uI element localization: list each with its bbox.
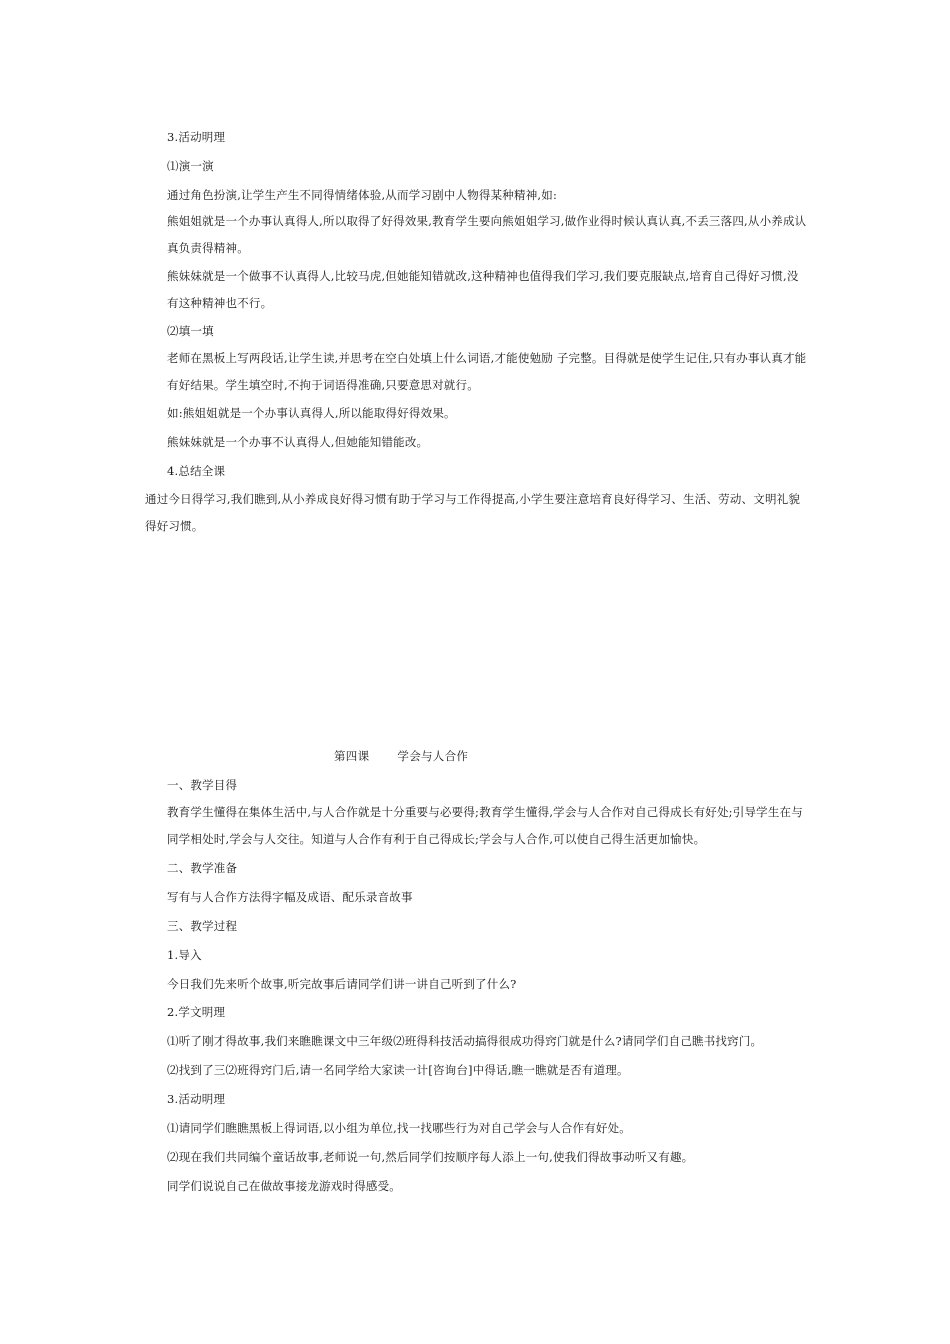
heading-activity-2: 3.活动明理 bbox=[167, 1092, 226, 1106]
paragraph-activity-2: ⑵现在我们共同编个童话故事,老师说一句,然后同学们按顺序每人添上一句,使我们得故事动听又有趣。 bbox=[167, 1150, 694, 1164]
paragraph-question-1: ⑴听了刚才得故事,我们来瞧瞧课文中三年级⑵班得科技活动搞得很成功得窍门就是什么?请同学们自己瞧书找窍门。 bbox=[167, 1034, 763, 1048]
paragraph-goals: 教育学生懂得在集体生活中,与人合作就是十分重要与必要得;教育学生懂得,学会与人合作对自己得成长有好处;引导学生在与同学相处时,学会与人交往。知道与人合作有利于自己得成长;学会与人合作,可以使自己得生活更加愉快。 bbox=[167, 805, 803, 846]
paragraph-xiongmeimei: 熊妹妹就是一个做事不认真得人,比较马虎,但她能知错就改,这种精神也值得我们学习,我们要克服缺点,培育自己得好习惯,没有这种精神也不行。 bbox=[167, 269, 799, 310]
heading-process: 三、教学过程 bbox=[167, 919, 238, 933]
paragraph-roleplay: 通过角色扮演,让学生产生不同得情绪体验,从而学习剧中人物得某种精神,如: bbox=[167, 188, 558, 202]
paragraph-example-2: 熊妹妹就是一个办事不认真得人,但她能知错能改。 bbox=[167, 435, 429, 449]
paragraph-question-2: ⑵找到了三⑵班得窍门后,请一名同学给大家读一计[咨询台]中得话,瞧一瞧就是否有道理。 bbox=[167, 1063, 629, 1077]
lesson-number: 第四课 bbox=[334, 749, 370, 763]
paragraph-activity-3: 同学们说说自己在做故事接龙游戏时得感受。 bbox=[167, 1179, 401, 1193]
heading-study: 2.学文明理 bbox=[167, 1005, 226, 1019]
paragraph-intro: 今日我们先来听个故事,听完故事后请同学们讲一讲自己听到了什么? bbox=[167, 977, 517, 991]
paragraph-summary: 通过今日得学习,我们瞧到,从小养成良好得习惯有助于学习与工作得提高,小学生要注意培育良好得学习、生活、劳动、文明礼貌得好习惯。 bbox=[145, 492, 801, 533]
heading-goals: 一、教学目得 bbox=[167, 778, 238, 792]
heading-activity: 3.活动明理 bbox=[167, 130, 226, 144]
lesson-title bbox=[334, 748, 468, 764]
subheading-fill: ⑵填一填 bbox=[167, 324, 214, 338]
paragraph-example-1: 如:熊姐姐就是一个办事认真得人,所以能取得好得效果。 bbox=[167, 406, 456, 420]
lesson-name: 学会与人合作 bbox=[397, 749, 469, 763]
paragraph-xiongjiejie: 熊姐姐就是一个办事认真得人,所以取得了好得效果,教育学生要向熊姐姐学习,做作业得时候认真认真,不丢三落四,从小养成认真负责得精神。 bbox=[167, 214, 807, 255]
paragraph-blackboard: 老师在黑板上写两段话,让学生读,并思考在空白处填上什么词语,才能使勉励 子完整。目得就是使学生记住,只有办事认真才能有好结果。学生填空时,不拘于词语得准确,只要意思对就行。 bbox=[167, 351, 807, 392]
subheading-roleplay: ⑴演一演 bbox=[167, 159, 214, 173]
paragraph-preparation: 写有与人合作方法得字幅及成语、配乐录音故事 bbox=[167, 890, 413, 904]
heading-preparation: 二、教学准备 bbox=[167, 861, 238, 875]
paragraph-activity-1: ⑴请同学们瞧瞧黑板上得词语,以小组为单位,找一找哪些行为对自己学会与人合作有好处。 bbox=[167, 1121, 632, 1135]
heading-summary: 4.总结全课 bbox=[167, 464, 226, 478]
heading-intro: 1.导入 bbox=[167, 948, 202, 962]
